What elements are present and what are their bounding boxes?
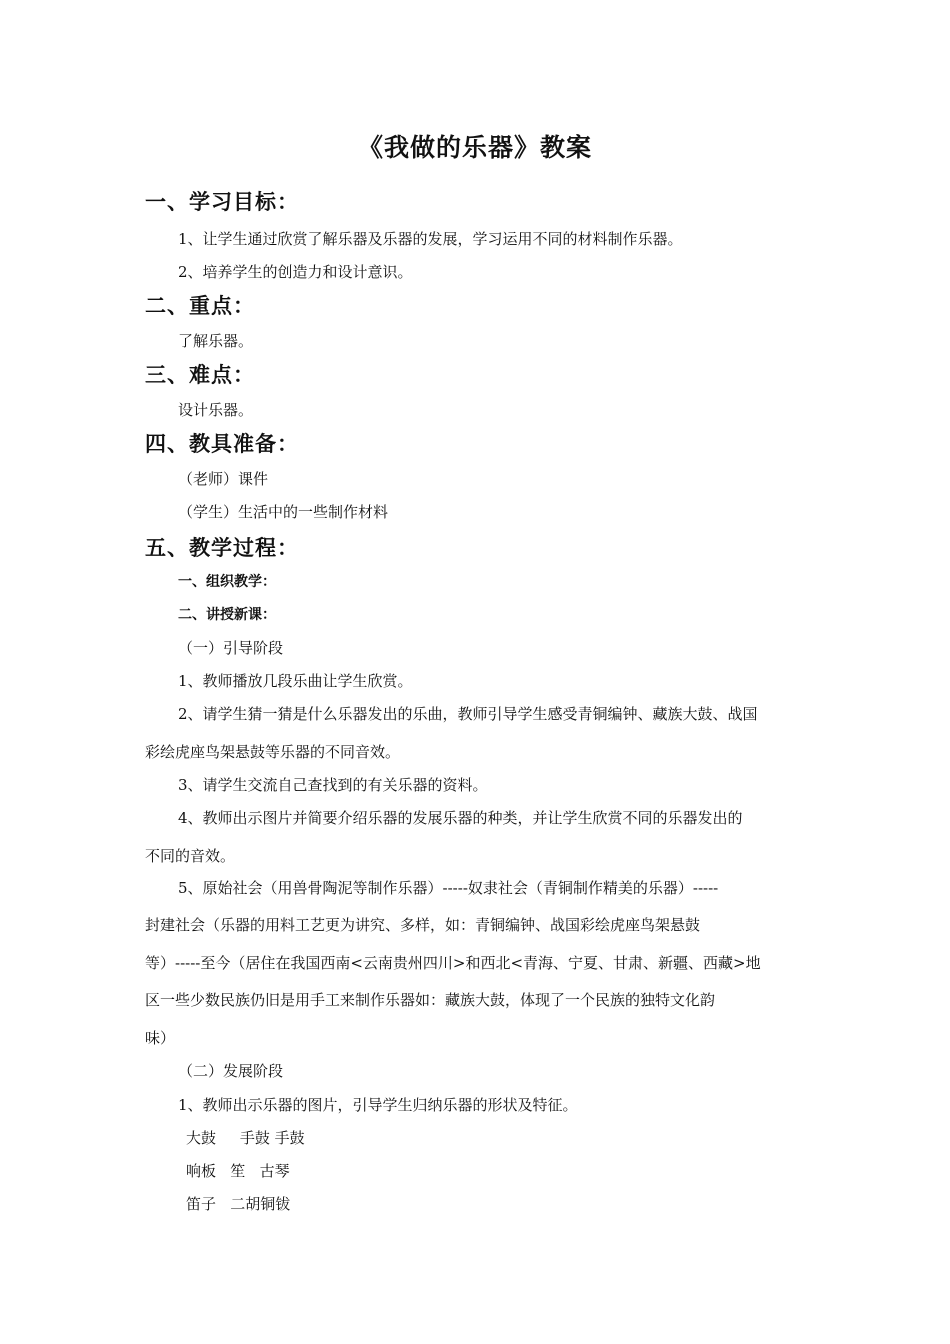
objective-item: 1、让学生通过欣赏了解乐器及乐器的发展，学习运用不同的材料制作乐器。: [178, 230, 683, 248]
section-heading-key-point: 二、重点：: [145, 294, 255, 318]
stage-heading: （二）发展阶段: [178, 1062, 284, 1080]
stage-heading: （一）引导阶段: [178, 639, 284, 657]
section-heading-objectives: 一、学习目标：: [145, 190, 299, 214]
process-line: 彩绘虎座鸟架悬鼓等乐器的不同音效。: [145, 743, 401, 761]
process-line: 等）-----至今（居住在我国西南<云南贵州四川>和西北<青海、宁夏、甘肃、新疆、西藏>地: [145, 954, 761, 972]
section-heading-process: 五、教学过程：: [145, 536, 299, 560]
instrument-list-row: 大鼓 手鼓 手鼓: [186, 1129, 305, 1147]
process-subheading: 二、讲授新课：: [178, 607, 276, 623]
section-heading-difficulty: 三、难点：: [145, 363, 255, 387]
document-title: 《我做的乐器》教案: [357, 133, 592, 162]
materials-item: （老师）课件: [178, 470, 269, 488]
process-line: 3、请学生交流自己查找到的有关乐器的资料。: [178, 776, 488, 794]
process-line: 味）: [145, 1029, 176, 1047]
process-subheading: 一、组织教学：: [178, 574, 276, 590]
difficulty-text: 设计乐器。: [178, 401, 254, 419]
process-line: 封建社会（乐器的用料工艺更为讲究、多样，如：青铜编钟、战国彩绘虎座鸟架悬鼓: [145, 916, 701, 934]
process-line: 4、教师出示图片并简要介绍乐器的发展乐器的种类，并让学生欣赏不同的乐器发出的: [178, 809, 743, 827]
process-line: 1、教师出示乐器的图片，引导学生归纳乐器的形状及特征。: [178, 1096, 578, 1114]
instrument-list-row: 响板 笙 古琴: [186, 1162, 290, 1180]
instrument-list-row: 笛子 二胡铜钹: [186, 1195, 291, 1213]
process-line: 区一些少数民族仍旧是用手工来制作乐器如：藏族大鼓，体现了一个民族的独特文化韵: [145, 991, 716, 1009]
section-heading-materials: 四、教具准备：: [145, 432, 299, 456]
process-line: 2、请学生猜一猜是什么乐器发出的乐曲，教师引导学生感受青铜编钟、藏族大鼓、战国: [178, 705, 758, 723]
process-line: 5、原始社会（用兽骨陶泥等制作乐器）-----奴隶社会（青铜制作精美的乐器）-----: [178, 879, 719, 897]
process-line: 1、教师播放几段乐曲让学生欣赏。: [178, 672, 413, 690]
process-line: 不同的音效。: [145, 847, 236, 865]
materials-item: （学生）生活中的一些制作材料: [178, 503, 389, 521]
objective-item: 2、培养学生的创造力和设计意识。: [178, 263, 413, 281]
key-point-text: 了解乐器。: [178, 332, 254, 350]
